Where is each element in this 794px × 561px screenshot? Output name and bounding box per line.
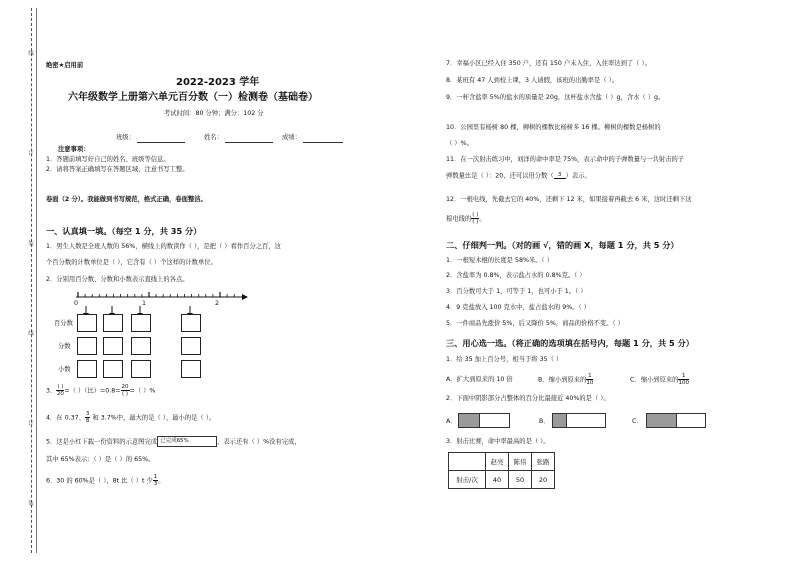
q10-line1: 10．公园里有杨树 80 棵，柳树的棵数比杨树多 16 棵。柳树的棵数是杨树的 — [446, 124, 661, 131]
bar-divider — [479, 414, 480, 427]
q11-line1: 11．在一次射击练习中，刘洋的命中率是 75%，表示命中的子弹数量与一共射击的子 — [446, 156, 685, 163]
class-field[interactable] — [137, 142, 185, 143]
shaded-part — [647, 414, 676, 427]
q12-suffix: 。 — [479, 215, 486, 223]
answer-box[interactable] — [103, 314, 123, 332]
binding-dashed-line — [31, 8, 32, 553]
tick-label-0: 0 — [74, 300, 79, 307]
q3-fraction2 — [121, 384, 130, 397]
judge-item-2: 2．含盐率为 0.8%，表示盐占水的 0.8%克。（ ） — [446, 272, 586, 279]
option-c-num: 1 — [678, 373, 689, 380]
q12-frac-num: ( ) — [472, 212, 479, 218]
judge-item-3: 3．百分数可大于 1，可等于 1，也可小于 1。（ ） — [446, 288, 587, 295]
q4-line — [46, 411, 215, 424]
q5-line1 — [46, 436, 301, 447]
q12-frac-den: ( ) — [472, 219, 479, 225]
option-c-den: 100 — [678, 380, 689, 386]
q11-fraction — [554, 172, 566, 179]
q3-prefix: 3． — [46, 387, 57, 395]
row-label-fraction: 分数 — [58, 343, 71, 350]
q7-text: 7．幸福小区已经入住 350 户，还有 150 户未入住，入住率达到了（ ）。 — [446, 60, 651, 67]
table-row — [449, 471, 555, 489]
row-label-decimal: 小数 — [58, 366, 71, 373]
binding-margin — [0, 0, 40, 561]
q2-text: 2．分别用百分数、分数和小数表示直线上的各点。 — [46, 276, 189, 283]
q5-prefix: 5．这是小红下载一份资料的示意图完成 — [46, 438, 158, 446]
score-label: 成绩： — [282, 134, 301, 141]
table-cell: 射击/次 — [449, 471, 486, 489]
q11-prefix: 弹数量比是（ ）：20，还可以用分数（ — [446, 172, 554, 180]
answer-box[interactable] — [77, 337, 97, 355]
table-cell: 赵亮 — [486, 453, 509, 471]
option-b-text: B．缩小到原来的 — [538, 376, 587, 384]
q6-prefix: 6．30 的 60%是（ ），8t 比（ ）t 少 — [46, 477, 153, 485]
shooting-table — [448, 452, 555, 489]
name-field[interactable] — [225, 142, 273, 143]
option-b-fraction — [586, 373, 593, 386]
q6-suffix: 。 — [158, 477, 165, 485]
note-item: 1．答题前填写好自己的姓名、班级等信息。 — [46, 156, 170, 163]
score-field[interactable] — [303, 142, 343, 143]
q5-progress-bar: 已完成65% — [157, 436, 217, 447]
q4-frac-num: 3 — [85, 411, 90, 417]
choice-q2: 2．下面中阴影部分占整体的百分比最接近 40%的是（ ）。 — [446, 395, 610, 402]
binding-char: 装 — [27, 500, 33, 506]
class-label: 班级： — [116, 134, 135, 141]
binding-char: 订 — [27, 150, 33, 156]
q11-frac-num: 3 — [554, 172, 566, 179]
q3-frac2-den: ( ) — [122, 391, 129, 397]
notes-title: 注意事项： — [58, 146, 90, 153]
q8-text: 8．某班有 47 人到校上课，3 人请假，该班的出勤率是（ ）。 — [446, 77, 619, 84]
choice-q2-option-b[interactable]: B． — [539, 418, 550, 425]
q1-line2: 个百分数的计数单位是（ ），它含有（ ）个这样的计数单位。 — [46, 259, 217, 266]
exam-info: 考试时间：80 分钟；满分：102 分 — [164, 110, 264, 117]
answer-box[interactable] — [181, 337, 201, 355]
answer-box[interactable] — [131, 360, 151, 378]
q3-frac-den: 20 — [56, 391, 64, 397]
choice-q1-option-c[interactable] — [630, 373, 689, 386]
judge-item-4: 4．9 克盐放入 100 克水中，盐占盐水的 9%。（ ） — [446, 304, 590, 311]
option-b-num: 1 — [588, 373, 592, 379]
binding-char: 装 — [27, 240, 33, 246]
q12-line2 — [446, 212, 486, 225]
bar-divider — [676, 414, 677, 427]
answer-box[interactable] — [131, 314, 151, 332]
q5-suffix: ，表示还有（ ）%没有完成， — [217, 438, 301, 446]
table-cell: 张路 — [532, 453, 555, 471]
q6-line — [46, 474, 165, 487]
exam-year: 2022-2023 学年 — [176, 77, 260, 88]
shaded-bar-b — [552, 413, 606, 428]
answer-box[interactable] — [77, 314, 97, 332]
table-cell: 20 — [532, 471, 555, 489]
choice-q3: 3．射击比赛，命中率最高的是（ ）。 — [446, 438, 550, 445]
q1-line1: 1．男生人数是全班人数的 56%，横线上的数读作（ ），是把（ ）看作百分之百，这 — [46, 243, 281, 250]
answer-box[interactable] — [131, 337, 151, 355]
q4-suffix: 和 3.7%中，最大的是（ ），最小的是（ ）。 — [90, 414, 216, 422]
name-label: 姓名： — [204, 134, 223, 141]
shaded-part — [459, 414, 479, 427]
neatness-note: 卷面（2 分）。我能做到书写规范，格式正确，卷面整洁。 — [46, 196, 207, 203]
table-cell — [449, 453, 486, 471]
note-item: 2．请将答案正确填写在答题区域，注意书写工整。 — [46, 166, 189, 173]
section2-title: 二、仔细判一判。（对的画 √，错的画 X，每题 1 分，共 5 分） — [446, 240, 679, 250]
judge-item-1: 1．一根短木棍的长度是 58%米。（ ） — [446, 257, 554, 264]
binding-char: 订 — [27, 420, 33, 426]
q3-mid: =（ ）（比）=0.8= — [64, 387, 121, 395]
answer-box[interactable] — [103, 360, 123, 378]
option-c-fraction — [678, 373, 689, 386]
q3-frac-num: ( ) — [57, 384, 64, 390]
q3-frac2-num: 20 — [121, 384, 129, 390]
q12-prefix: 根电线的 — [446, 215, 472, 223]
option-c-text: C．缩小到原来的 — [630, 376, 679, 384]
answer-box[interactable] — [181, 360, 201, 378]
table-cell: 50 — [509, 471, 532, 489]
answer-box[interactable] — [77, 360, 97, 378]
choice-q1: 1．给 35 加上百分号，相当于将 35（ ） — [446, 356, 563, 363]
q11-line2 — [446, 172, 591, 181]
shaded-bar-c — [646, 413, 706, 428]
table-row — [449, 453, 555, 471]
option-b-den: 10 — [586, 380, 594, 386]
page-title: 六年级数学上册第六单元百分数（一）检测卷（基础卷） — [68, 92, 318, 103]
answer-box[interactable] — [103, 337, 123, 355]
q9-text: 9．一杯含盐率 5%的盐水的质量是 20g，这杯盐水含盐（ ）g，含水（ ）g。 — [446, 94, 665, 101]
q11-suffix: ）表示。 — [565, 172, 591, 180]
binding-char: 线 — [27, 50, 33, 56]
q4-prefix: 4．在 0.37、 — [46, 414, 85, 422]
q3-suffix: =（ ）% — [129, 387, 156, 395]
bar-divider — [566, 414, 567, 427]
table-cell: 陈伟 — [509, 453, 532, 471]
q12-line1: 12．一根电线，先截去它的 40%，还剩下 12 米，如果接着再截去 6 米，这时还剩下这 — [446, 196, 692, 203]
q6-frac-num: 1 — [153, 474, 158, 480]
section3-title: 三、用心选一选。（将正确的选项填在括号内，每题 1 分，共 5 分） — [446, 338, 694, 348]
choice-q2-option-a[interactable]: A． — [446, 418, 457, 425]
tick-label-2: 2 — [215, 300, 220, 307]
secret-mark: 绝密★启用前 — [46, 62, 84, 69]
q3-line — [46, 384, 155, 397]
binding-solid-line — [36, 8, 37, 553]
q4-frac-den: 8 — [85, 418, 90, 424]
judge-item-5: 5．一件商品先涨价 5%，后又降价 5%，商品的价格不变。（ ） — [446, 320, 624, 327]
choice-q1-option-b[interactable] — [538, 373, 593, 386]
binding-char: 线 — [27, 330, 33, 336]
answer-box[interactable] — [181, 314, 201, 332]
row-label-percent: 百分数 — [54, 320, 73, 327]
choice-q1-option-a[interactable]: A．扩大到原来的 10 倍 — [446, 376, 513, 383]
shaded-part — [553, 414, 566, 427]
table-cell: 40 — [486, 471, 509, 489]
choice-q2-option-c[interactable]: C． — [632, 418, 643, 425]
q10-line2: （ ）%。 — [446, 140, 473, 147]
shaded-bar-a — [458, 413, 510, 428]
q6-frac-den: 3 — [153, 481, 158, 487]
section1-title: 一、认真填一填。（每空 1 分，共 35 分） — [46, 226, 202, 236]
q5-line2: 其中 65%表示：（ ）是（ ）的 65%。 — [46, 456, 155, 463]
tick-label-1: 1 — [142, 300, 147, 307]
